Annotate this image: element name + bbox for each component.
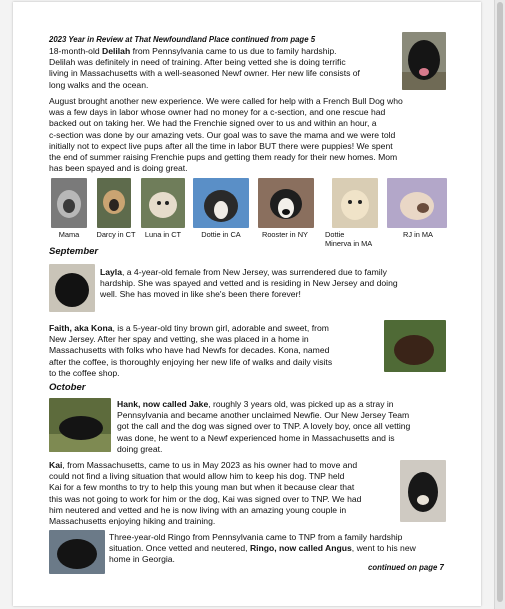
delilah-name: Delilah — [102, 46, 131, 56]
pup-caption-6: RJ in MA — [403, 230, 433, 239]
delilah-paragraph: 18-month-old Delilah from Pennsylvania came to us due to family hardship. Delilah was definitely in need of training. After being vetted she is doing terrific living in Massachusetts with a well-seasoned Newf owner. Her new life consists of long walks and the ocean. — [49, 46, 360, 90]
kai-paragraph: Kai, from Massachusetts, came to us in May 2023 as his owner had to move and could not find a living situation that would allow him to keep his dog. TNP held Kai for a few months to try to help this young man but when it because clear that this was not going to work for him or the dog, Kai was signed over to TNP. We had him neutered and vetted and he is now living with an amazing young couple in Massachusetts enjoying hiking and training. — [49, 460, 362, 527]
hank-name: Hank, now called Jake — [117, 399, 209, 409]
ringo-paragraph: Three-year-old Ringo from Pennsylvania came to TNP from a family hardship situation. Once vetted and neutered, Ringo, now called Angus, went to his new home in Georgia. — [109, 532, 416, 565]
document-page — [13, 2, 481, 606]
page-header: 2023 Year in Review at That Newfoundland Place continued from page 5 — [49, 35, 316, 44]
ringo-photo — [49, 530, 105, 574]
september-heading: September — [49, 246, 99, 257]
faith-name: Faith, aka Kona — [49, 323, 113, 333]
continued-note: continued on page 7 — [368, 563, 444, 572]
pup-caption-3: Dottie in CA — [201, 230, 241, 239]
pup-caption-5: Dottie Minerva in MA — [325, 230, 373, 248]
delilah-photo — [402, 32, 446, 90]
hank-photo — [49, 398, 111, 452]
darcy-photo — [97, 178, 131, 228]
october-heading: October — [49, 382, 86, 393]
pup-caption-1: Darcy in CT — [96, 230, 136, 239]
layla-photo — [49, 264, 95, 312]
rooster-photo — [258, 178, 314, 228]
faith-paragraph: Faith, aka Kona, is a 5-year-old tiny brown girl, adorable and sweet, from New Jersey. After her spay and vetting, she was placed in a home in Massachusetts with folks who have had Newfs for decades. Kona, named after the coffee, is thoroughly enjoying her new life of walks and daily visits to the coffee shop. — [49, 323, 333, 378]
hank-paragraph: Hank, now called Jake, roughly 3 years old, was picked up as a stray in Pennsylvania and became another unclaimed Newfie. Our New Jersey Team got the call and the dog was signed over to TNP. A lovely boy, once all vetting was done, he went to a Newf experienced home in Massachusetts and is doing great. — [117, 399, 411, 454]
august-paragraph: August brought another new experience. We were called for help with a French Bull Dog who was a few days in labor whose owner had no money for a c-section, and one rescue had backed out on taking her. We had the Frenchie signed over to us and within an hour, a c-section was done by our amazing vets. Our goal was to save the mama and we were told initially not to expect live pups after all the time in labor BUT there were puppies! We spent the end of summer raising Frenchie pups and getting them ready for their new homes. Mom has been spayed and is doing great. — [49, 96, 403, 174]
vertical-scrollbar[interactable] — [494, 0, 505, 609]
luna-photo — [141, 178, 185, 228]
kai-photo — [400, 460, 446, 522]
rj-photo — [387, 178, 447, 228]
scrollbar-thumb[interactable] — [497, 2, 503, 602]
kai-name: Kai — [49, 460, 63, 470]
layla-name: Layla — [100, 267, 122, 277]
pup-caption-2: Luna in CT — [144, 230, 182, 239]
layla-paragraph: Layla, a 4-year-old female from New Jersey, was surrendered due to family hardship. She was spayed and vetted and is residing in New Jersey and doing well. She has moved in like she's been there forever! — [100, 267, 398, 300]
ringo-name: Ringo, now called Angus — [249, 543, 352, 554]
pup-caption-0: Mama — [58, 230, 80, 239]
mama-photo — [51, 178, 87, 228]
pup-caption-4: Rooster in NY — [261, 230, 308, 239]
dottie-ca-photo — [193, 178, 249, 228]
faith-photo — [384, 320, 446, 372]
dottie-minerva-photo — [332, 178, 378, 228]
